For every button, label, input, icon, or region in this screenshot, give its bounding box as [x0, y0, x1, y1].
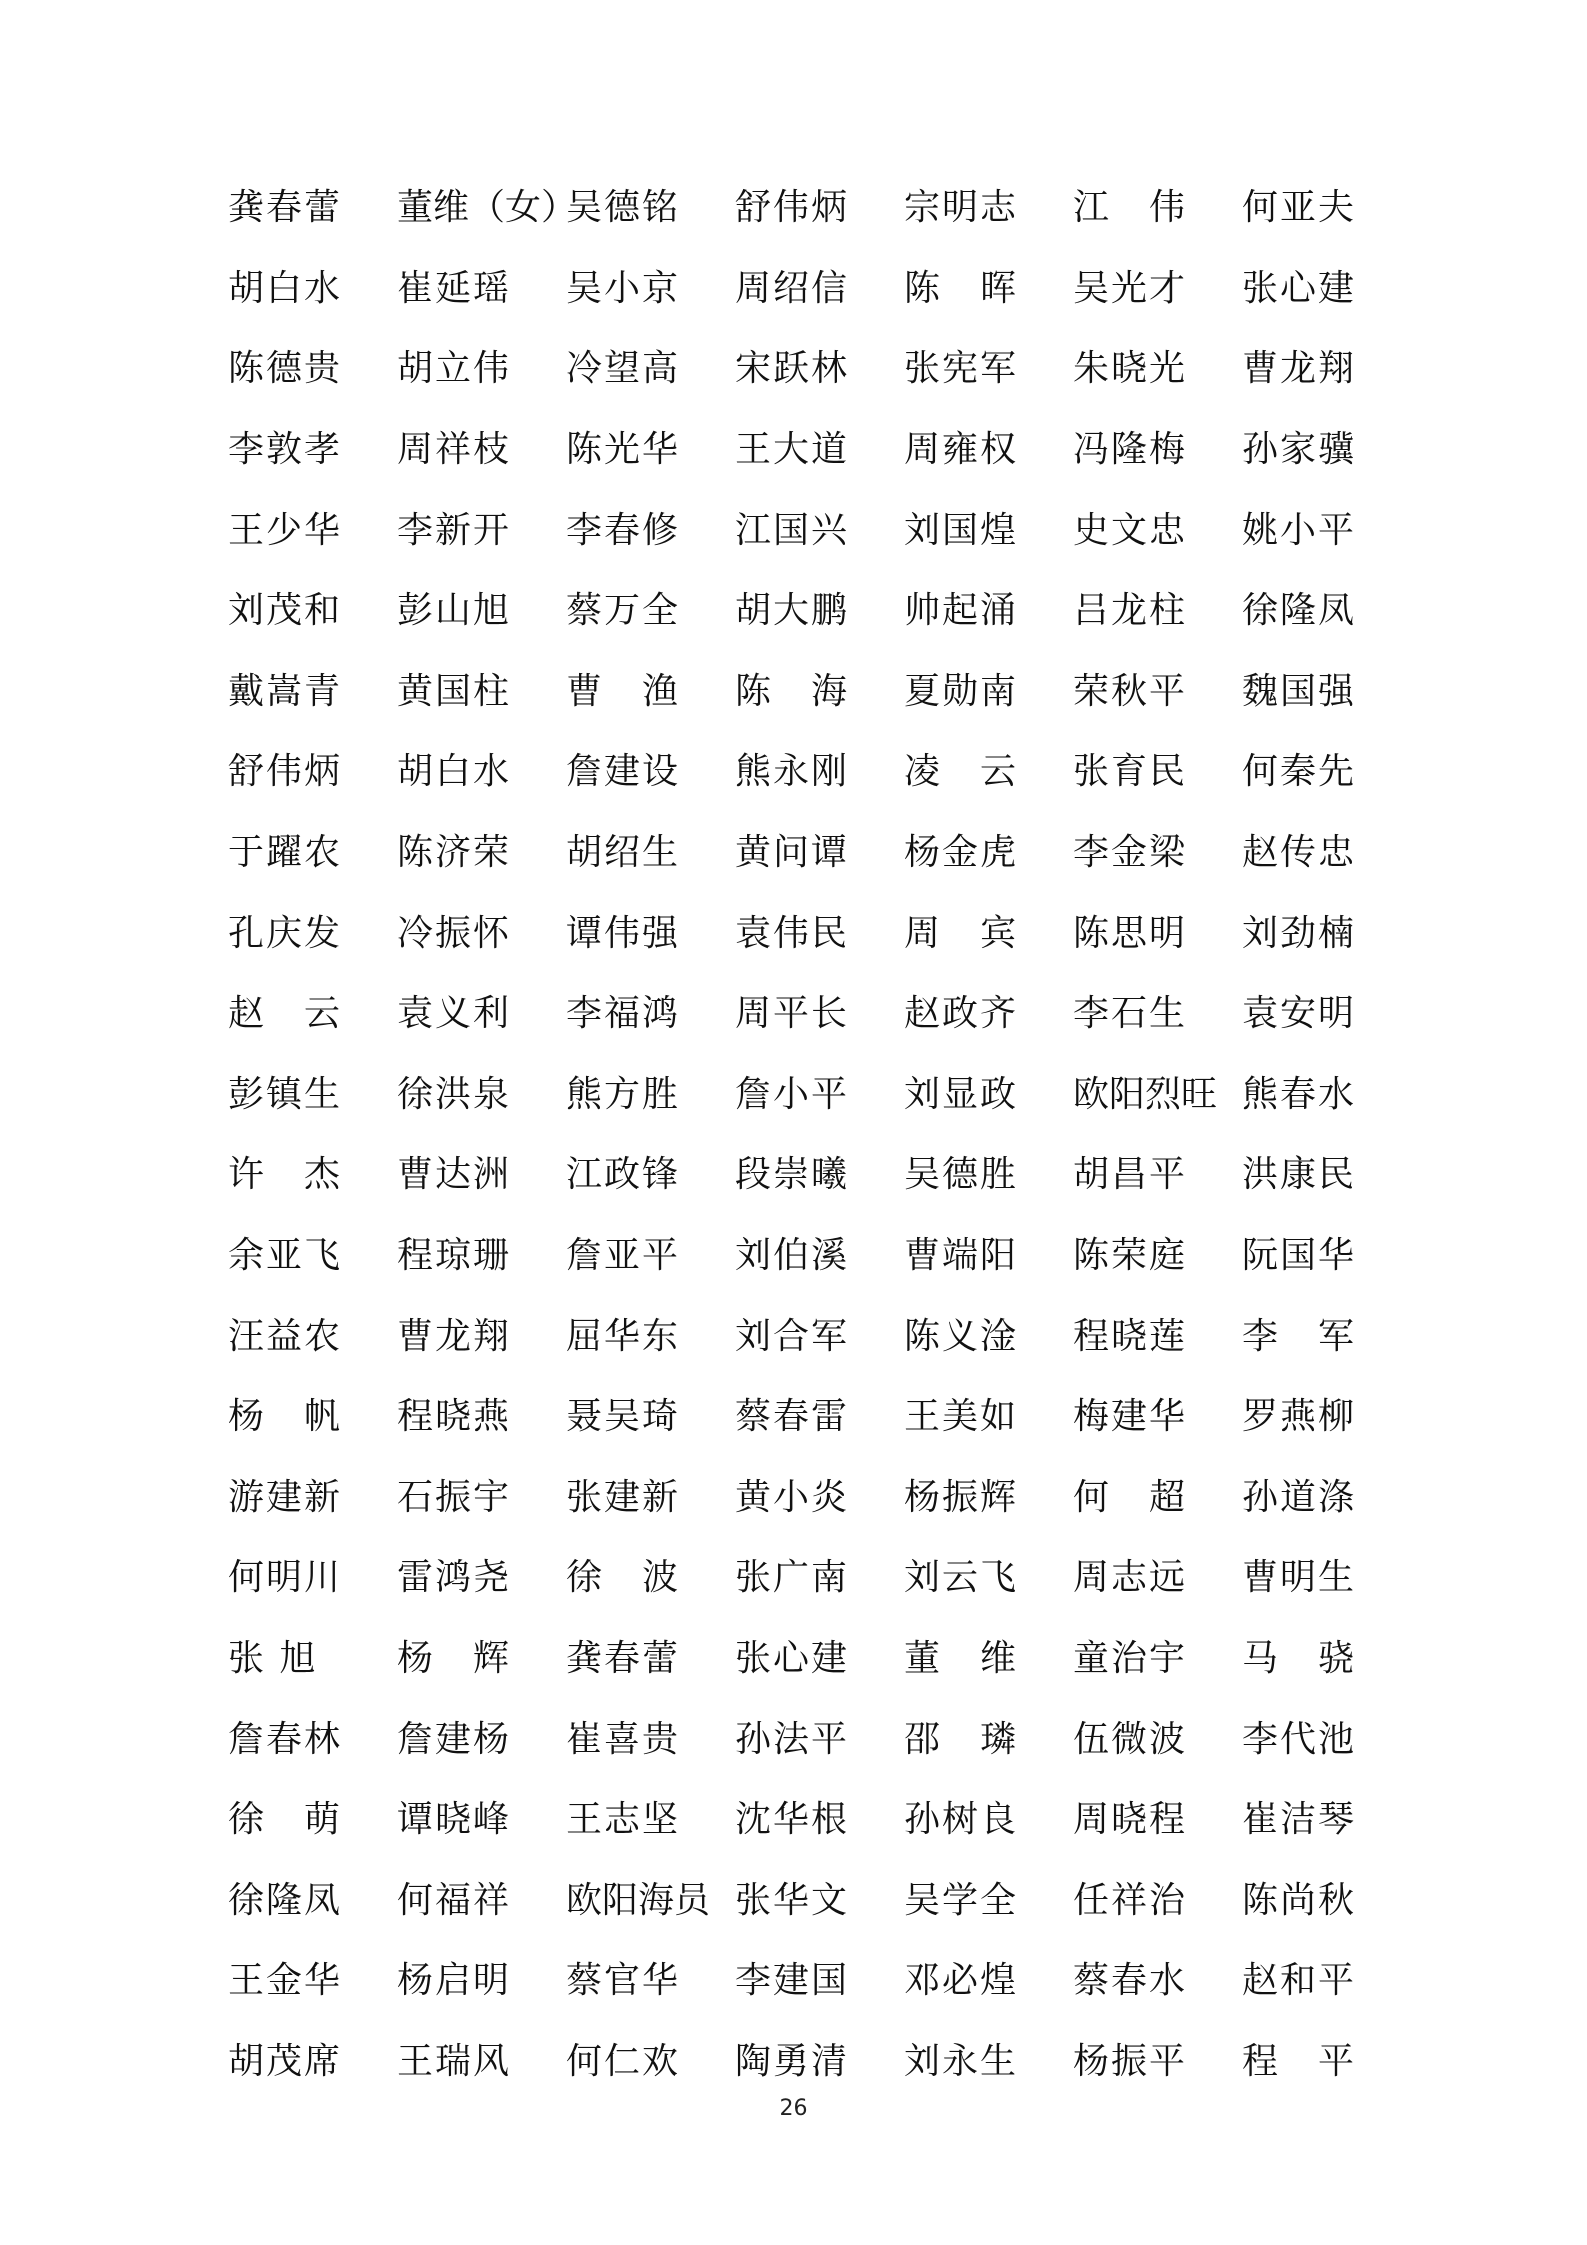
name-entry: 邵 璘: [904, 1718, 1019, 1760]
name-row: [228, 1135, 1358, 1216]
name-entry: 程晓莲: [1073, 1315, 1188, 1357]
name-entry: 王美如: [904, 1396, 1019, 1438]
name-entry: 陈义淦: [904, 1315, 1019, 1357]
name-entry: 刘显政: [904, 1073, 1019, 1115]
name-list: [228, 168, 1358, 2102]
name-row: [228, 249, 1358, 330]
name-entry: 彭镇生: [228, 1073, 343, 1115]
name-entry: 詹建设: [566, 751, 681, 793]
name-entry: 帅起涌: [904, 590, 1019, 632]
name-entry: 何秦先: [1242, 751, 1357, 793]
name-entry: 冷振怀: [397, 912, 512, 954]
name-entry: 张心建: [1242, 267, 1357, 309]
name-entry: 徐洪泉: [397, 1073, 512, 1115]
name-entry: 熊方胜: [566, 1073, 681, 1115]
name-entry: 张 旭: [228, 1637, 318, 1679]
name-entry: 李代池: [1242, 1718, 1357, 1760]
name-entry: 聂吴琦: [566, 1396, 681, 1438]
name-entry: 屈华东: [566, 1315, 681, 1357]
name-entry: 江 伟: [1073, 187, 1188, 229]
name-entry: 龚春蕾: [228, 187, 343, 229]
name-entry: 蔡万全: [566, 590, 681, 632]
name-entry: 胡白水: [397, 751, 512, 793]
name-row: [228, 1860, 1358, 1941]
name-row: [228, 1458, 1358, 1539]
name-entry: 伍微波: [1073, 1718, 1188, 1760]
name-entry: 段崇曦: [735, 1154, 850, 1196]
name-entry: 马 骁: [1242, 1637, 1357, 1679]
name-entry: 崔延瑶: [397, 267, 512, 309]
name-entry: 刘茂和: [228, 590, 343, 632]
name-entry: 荣秋平: [1073, 670, 1188, 712]
name-entry: 陶勇清: [735, 2040, 850, 2082]
name-entry: 徐隆凤: [1242, 590, 1357, 632]
name-entry: 袁安明: [1242, 993, 1357, 1035]
name-entry: 詹春林: [228, 1718, 343, 1760]
name-entry: 吕龙柱: [1073, 590, 1188, 632]
name-row: [228, 813, 1358, 894]
name-entry: 杨启明: [397, 1960, 512, 2002]
name-entry: 戴嵩青: [228, 670, 343, 712]
name-entry: 徐 波: [566, 1557, 681, 1599]
name-entry: 夏勋南: [904, 670, 1019, 712]
name-entry: 朱晓光: [1073, 348, 1188, 390]
name-entry: 谭伟强: [566, 912, 681, 954]
name-entry: 董 维: [904, 1637, 1019, 1679]
name-entry: 张心建: [735, 1637, 850, 1679]
name-entry: 任祥治: [1073, 1879, 1188, 1921]
name-entry: 孙法平: [735, 1718, 850, 1760]
name-entry: 李 军: [1242, 1315, 1357, 1357]
name-row: [228, 1296, 1358, 1377]
name-entry: 周志远: [1073, 1557, 1188, 1599]
name-entry: 吴德铭: [566, 187, 681, 229]
name-entry: 熊春水: [1242, 1073, 1357, 1115]
name-entry: 曹 渔: [566, 670, 681, 712]
name-entry: 徐隆凤: [228, 1879, 343, 1921]
name-entry: 赵 云: [228, 993, 343, 1035]
name-entry: 彭山旭: [397, 590, 512, 632]
name-row: [228, 329, 1358, 410]
name-entry: 邓必煌: [904, 1960, 1019, 2002]
name-entry: 张宪军: [904, 348, 1019, 390]
name-row: [228, 1377, 1358, 1458]
name-entry: 谭晓峰: [397, 1799, 512, 1841]
name-entry: 于躍农: [228, 832, 343, 874]
name-entry: 欧阳烈旺: [1073, 1073, 1218, 1115]
name-entry: 孙家骥: [1242, 429, 1357, 471]
name-entry: 何亚夫: [1242, 187, 1357, 229]
name-entry: 程晓燕: [397, 1396, 512, 1438]
name-entry: 张建新: [566, 1476, 681, 1518]
name-entry: 曹达洲: [397, 1154, 512, 1196]
name-entry: 陈尚秋: [1242, 1879, 1357, 1921]
name-entry: 崔喜贵: [566, 1718, 681, 1760]
name-entry: 曹明生: [1242, 1557, 1357, 1599]
name-entry: 王金华: [228, 1960, 343, 2002]
name-entry: 王少华: [228, 509, 343, 551]
name-entry: 雷鸿尧: [397, 1557, 512, 1599]
name-entry: 游建新: [228, 1476, 343, 1518]
name-row: [228, 1780, 1358, 1861]
name-row: [228, 2022, 1358, 2103]
name-row: [228, 732, 1358, 813]
name-entry: 詹小平: [735, 1073, 850, 1115]
name-entry: 王瑞风: [397, 2040, 512, 2082]
name-entry: 赵传忠: [1242, 832, 1357, 874]
name-entry: 崔洁琴: [1242, 1799, 1357, 1841]
name-entry: 张广南: [735, 1557, 850, 1599]
name-row: [228, 893, 1358, 974]
name-entry: 黄小炎: [735, 1476, 850, 1518]
name-entry: 周绍信: [735, 267, 850, 309]
name-entry: 刘国煌: [904, 509, 1019, 551]
name-entry: 罗燕柳: [1242, 1396, 1357, 1438]
name-entry: 龚春蕾: [566, 1637, 681, 1679]
name-entry: 吴德胜: [904, 1154, 1019, 1196]
name-entry: 何仁欢: [566, 2040, 681, 2082]
name-entry: 曹龙翔: [397, 1315, 512, 1357]
name-row: [228, 490, 1358, 571]
name-entry: 詹建杨: [397, 1718, 512, 1760]
name-entry: 胡立伟: [397, 348, 512, 390]
name-entry: 杨振辉: [904, 1476, 1019, 1518]
name-entry: 孙树良: [904, 1799, 1019, 1841]
name-entry: 江国兴: [735, 509, 850, 551]
name-row: [228, 410, 1358, 491]
name-entry: 欧阳海员: [566, 1879, 711, 1921]
name-entry: 刘劲楠: [1242, 912, 1357, 954]
name-entry: 吴小京: [566, 267, 681, 309]
name-row: [228, 1699, 1358, 1780]
name-entry: 董维（女）: [397, 187, 578, 229]
name-entry: 梅建华: [1073, 1396, 1188, 1438]
name-entry: 杨振平: [1073, 2040, 1188, 2082]
name-entry: 杨 帆: [228, 1396, 343, 1438]
name-entry: 王志坚: [566, 1799, 681, 1841]
name-entry: 胡昌平: [1073, 1154, 1188, 1196]
name-entry: 刘永生: [904, 2040, 1019, 2082]
name-entry: 许 杰: [228, 1154, 343, 1196]
name-entry: 陈 海: [735, 670, 850, 712]
name-entry: 刘合军: [735, 1315, 850, 1357]
name-entry: 舒伟炳: [228, 751, 343, 793]
name-entry: 吴光才: [1073, 267, 1188, 309]
name-entry: 史文忠: [1073, 509, 1188, 551]
name-entry: 蔡春水: [1073, 1960, 1188, 2002]
name-entry: 赵和平: [1242, 1960, 1357, 2002]
name-entry: 余亚飞: [228, 1235, 343, 1277]
name-entry: 周平长: [735, 993, 850, 1035]
name-entry: 李福鸿: [566, 993, 681, 1035]
name-entry: 赵政齐: [904, 993, 1019, 1035]
name-entry: 洪康民: [1242, 1154, 1357, 1196]
name-entry: 胡白水: [228, 267, 343, 309]
name-row: [228, 652, 1358, 733]
name-entry: 李春修: [566, 509, 681, 551]
name-entry: 程琼珊: [397, 1235, 512, 1277]
name-entry: 宋跃林: [735, 348, 850, 390]
name-entry: 程 平: [1242, 2040, 1357, 2082]
name-entry: 刘伯溪: [735, 1235, 850, 1277]
name-entry: 曹端阳: [904, 1235, 1019, 1277]
name-entry: 黄问谭: [735, 832, 850, 874]
name-row: [228, 571, 1358, 652]
name-entry: 胡茂席: [228, 2040, 343, 2082]
name-entry: 张华文: [735, 1879, 850, 1921]
name-entry: 陈德贵: [228, 348, 343, 390]
name-entry: 李敦孝: [228, 429, 343, 471]
name-entry: 周雍权: [904, 429, 1019, 471]
name-entry: 凌 云: [904, 751, 1019, 793]
name-entry: 陈光华: [566, 429, 681, 471]
name-entry: 詹亚平: [566, 1235, 681, 1277]
name-entry: 姚小平: [1242, 509, 1357, 551]
name-entry: 宗明志: [904, 187, 1019, 229]
name-row: [228, 1055, 1358, 1136]
name-entry: 胡大鹏: [735, 590, 850, 632]
name-entry: 胡绍生: [566, 832, 681, 874]
name-entry: 王大道: [735, 429, 850, 471]
name-entry: 阮国华: [1242, 1235, 1357, 1277]
name-row: [228, 168, 1358, 249]
name-entry: 童治宇: [1073, 1637, 1188, 1679]
page-number: 26: [779, 2096, 808, 2121]
name-entry: 陈思明: [1073, 912, 1188, 954]
name-entry: 徐 萌: [228, 1799, 343, 1841]
name-entry: 汪益农: [228, 1315, 343, 1357]
name-entry: 何 超: [1073, 1476, 1188, 1518]
name-entry: 李建国: [735, 1960, 850, 2002]
name-entry: 黄国柱: [397, 670, 512, 712]
name-row: [228, 1619, 1358, 1700]
name-entry: 何明川: [228, 1557, 343, 1599]
name-entry: 熊永刚: [735, 751, 850, 793]
name-entry: 曹龙翔: [1242, 348, 1357, 390]
name-entry: 蔡官华: [566, 1960, 681, 2002]
name-entry: 吴学全: [904, 1879, 1019, 1921]
name-entry: 陈 晖: [904, 267, 1019, 309]
name-entry: 舒伟炳: [735, 187, 850, 229]
name-entry: 周 宾: [904, 912, 1019, 954]
name-entry: 张育民: [1073, 751, 1188, 793]
name-entry: 蔡春雷: [735, 1396, 850, 1438]
name-entry: 袁义利: [397, 993, 512, 1035]
name-entry: 刘云飞: [904, 1557, 1019, 1599]
name-entry: 周祥枝: [397, 429, 512, 471]
name-entry: 沈华根: [735, 1799, 850, 1841]
name-row: [228, 1216, 1358, 1297]
name-entry: 何福祥: [397, 1879, 512, 1921]
name-entry: 江政锋: [566, 1154, 681, 1196]
name-entry: 袁伟民: [735, 912, 850, 954]
name-row: [228, 1941, 1358, 2022]
name-entry: 冷望高: [566, 348, 681, 390]
name-entry: 魏国强: [1242, 670, 1357, 712]
name-entry: 陈济荣: [397, 832, 512, 874]
name-entry: 冯隆梅: [1073, 429, 1188, 471]
name-entry: 陈荣庭: [1073, 1235, 1188, 1277]
name-entry: 李新开: [397, 509, 512, 551]
name-entry: 李石生: [1073, 993, 1188, 1035]
name-entry: 孔庆发: [228, 912, 343, 954]
name-entry: 周晓程: [1073, 1799, 1188, 1841]
name-row: [228, 974, 1358, 1055]
name-row: [228, 1538, 1358, 1619]
name-entry: 石振宇: [397, 1476, 512, 1518]
name-entry: 杨 辉: [397, 1637, 512, 1679]
name-entry: 杨金虎: [904, 832, 1019, 874]
name-entry: 李金梁: [1073, 832, 1188, 874]
name-entry: 孙道涤: [1242, 1476, 1357, 1518]
